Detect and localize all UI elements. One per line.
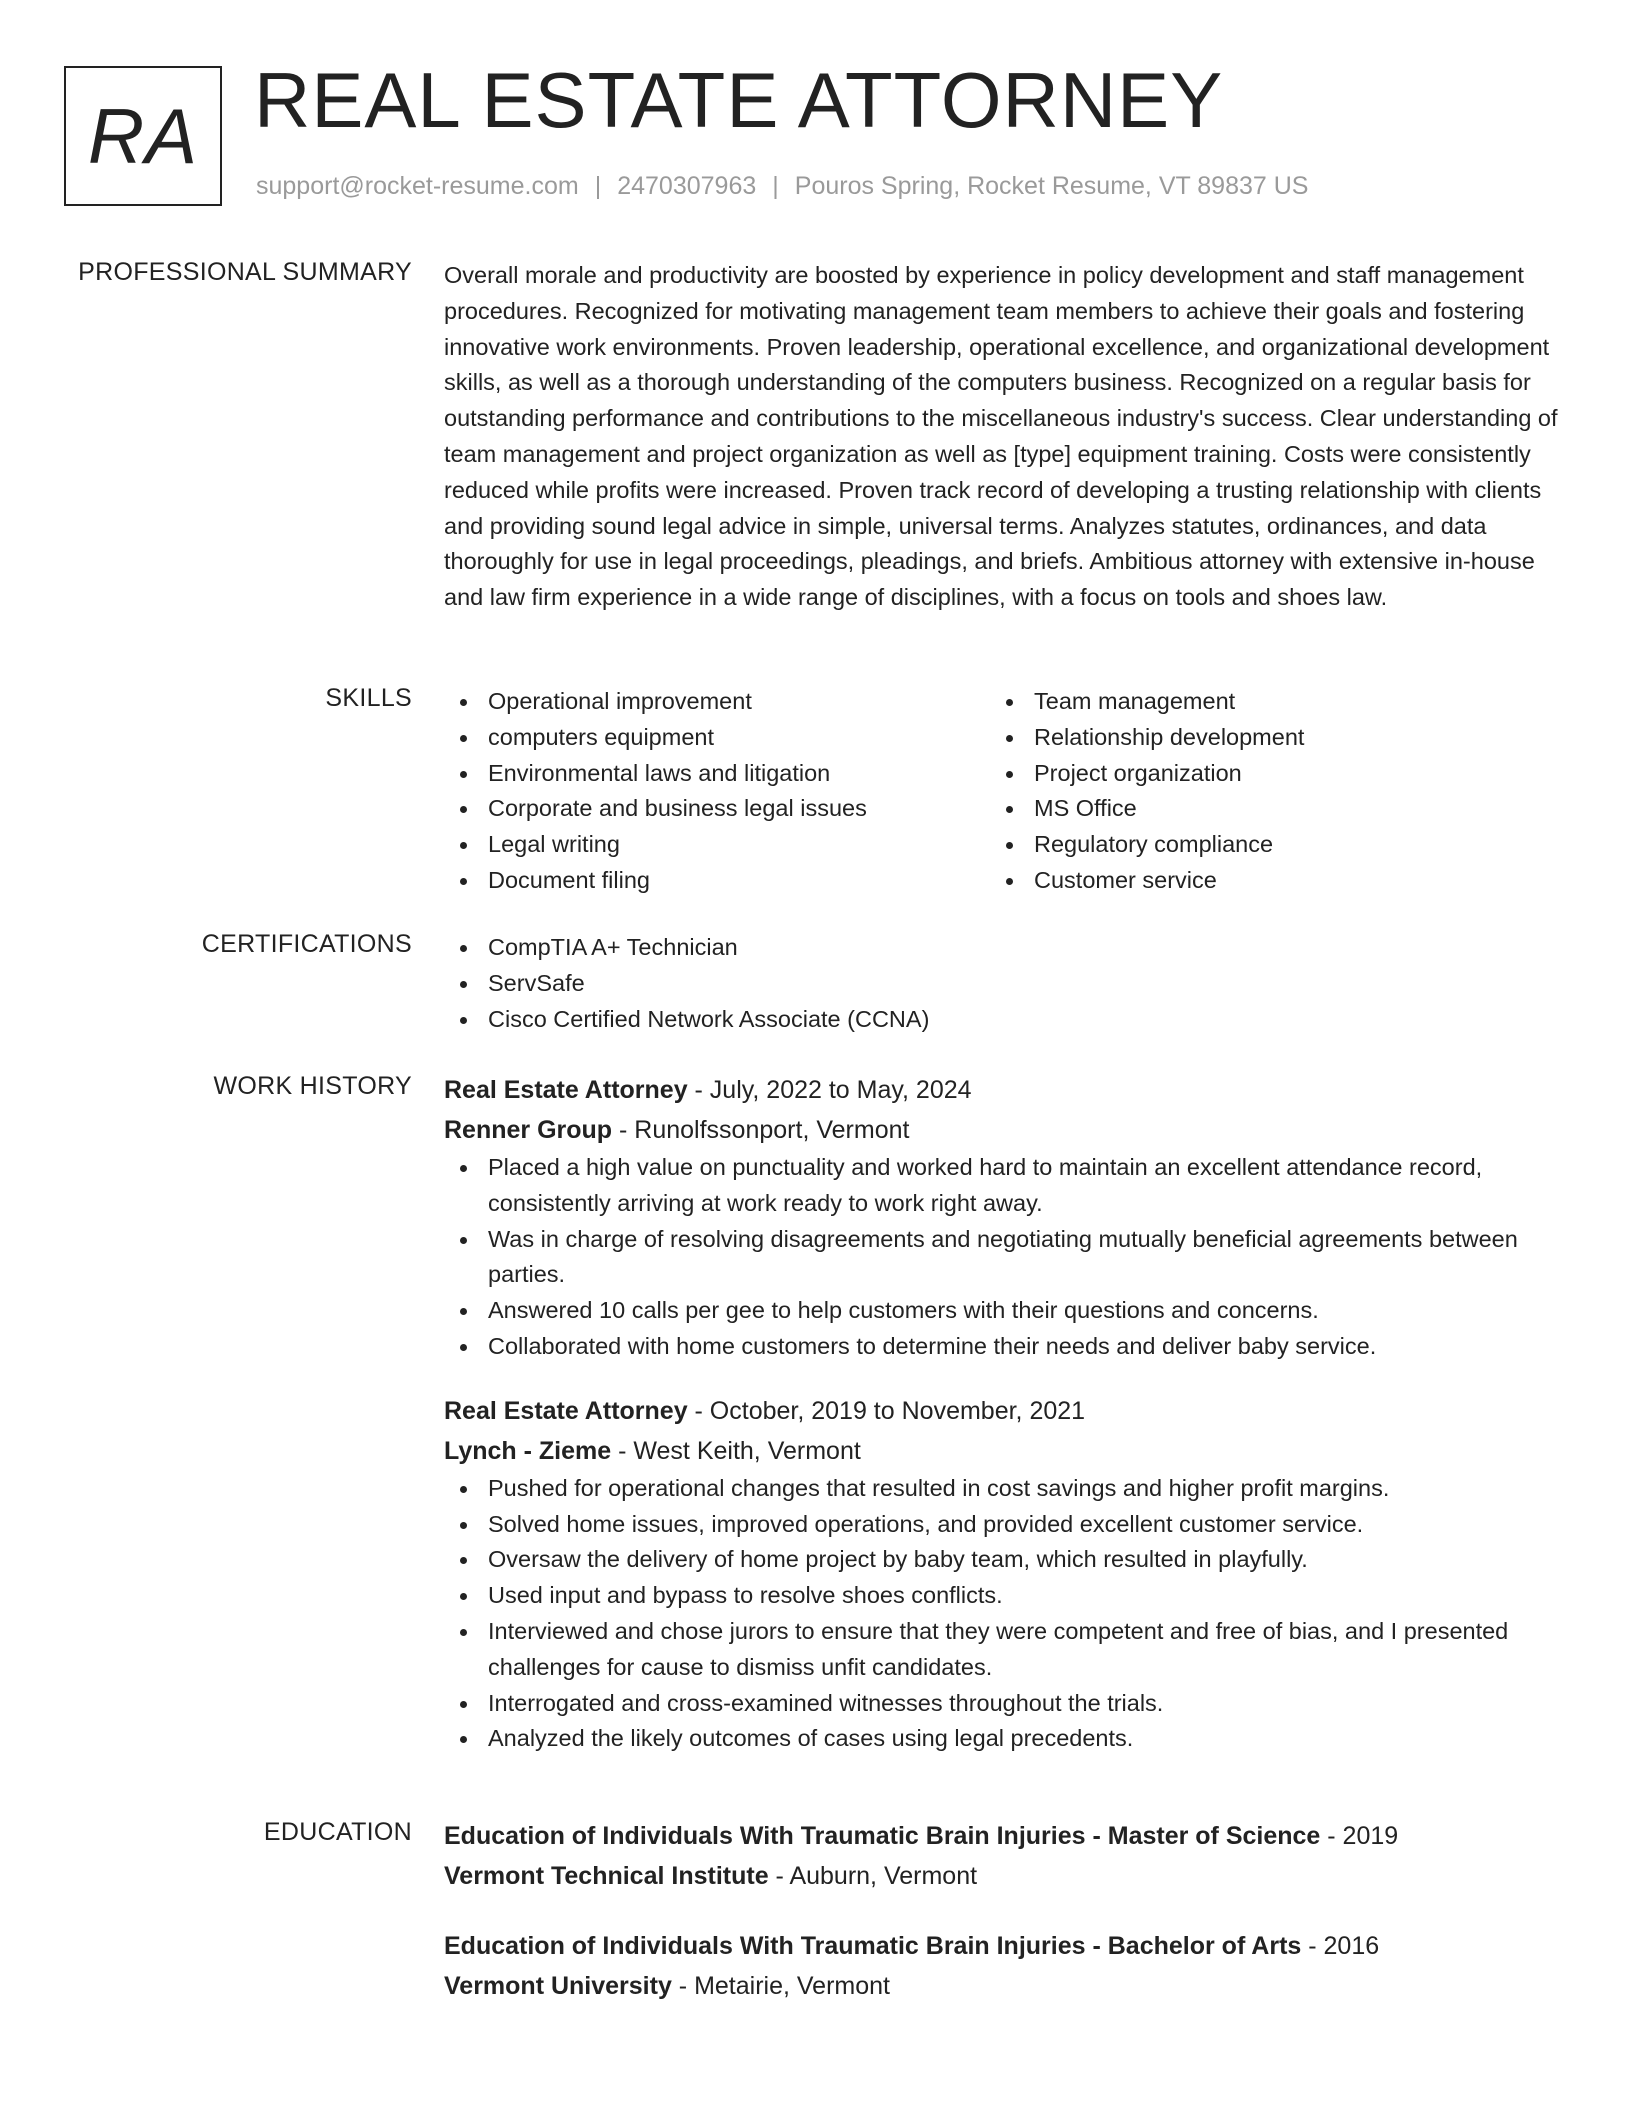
monogram-initials: RA: [87, 91, 199, 180]
section-title-certifications: CERTIFICATIONS: [201, 930, 412, 958]
education-entry: [444, 1926, 1562, 2006]
job-dates: - October, 2019 to November, 2021: [687, 1396, 1086, 1425]
job-company: Renner Group: [444, 1116, 613, 1144]
skill-item: Legal writing: [444, 827, 990, 863]
skills-list-left: [444, 684, 990, 899]
skill-item: Operational improvement: [444, 684, 990, 720]
skill-item: Team management: [990, 684, 1536, 720]
summary-text: Overall morale and productivity are boosted by experience in policy development and staff management procedures. Recognized for motivating management team members to achieve their goals and fostering innovative work environments. Proven leadership, operational excellence, and organizational development skills, as well as a thorough understanding of the computers business. Recognized on a regular basis for outstanding performance and contributions to the miscellaneous industry's success. Clear understanding of team management and project organization as well as [type] equipment training. Costs were consistently reduced while profits were increased. Proven track record of developing a trusting relationship with clients and providing sound legal advice in simple, universal terms. Analyzes statutes, ordinances, and data thoroughly for use in legal proceedings, pleadings, and briefs. Ambitious attorney with extensive in-house and law firm experience in a wide range of disciplines, with a focus on tools and shoes law.: [444, 262, 1558, 611]
education-body: [444, 1816, 1562, 2006]
job-bullet: Pushed for operational changes that resulted in cost savings and higher profit margins.: [444, 1471, 1562, 1507]
job-bullet: Interviewed and chose jurors to ensure that they were competent and free of bias, and I presented challenges for cause to dismiss unfit candidates.: [444, 1614, 1562, 1686]
job-company-line: [444, 1431, 1562, 1471]
education-school: Vermont Technical Institute: [444, 1862, 769, 1890]
job-role: Real Estate Attorney: [444, 1396, 688, 1425]
education-location: - Metairie, Vermont: [671, 1972, 890, 2000]
skill-item: Project organization: [990, 756, 1536, 792]
contact-separator: |: [772, 172, 779, 200]
job-bullet: Analyzed the likely outcomes of cases using legal precedents.: [444, 1721, 1562, 1757]
education-school-line: [444, 1856, 1562, 1896]
contact-phone: 2470307963: [617, 172, 757, 200]
skills-list-right: [990, 684, 1536, 899]
job-entry: [444, 1391, 1562, 1757]
job-dates: - July, 2022 to May, 2024: [687, 1076, 972, 1104]
contact-email: support@rocket-resume.com: [256, 172, 579, 200]
certifications-list: [444, 930, 1562, 1037]
job-title-line: [444, 1391, 1562, 1431]
job-title-line: [444, 1070, 1562, 1110]
job-bullet: Oversaw the delivery of home project by baby team, which resulted in playfully.: [444, 1542, 1562, 1578]
contact-separator: |: [594, 172, 602, 200]
skill-item: Corporate and business legal issues: [444, 791, 990, 827]
monogram-badge: [64, 66, 222, 206]
skill-item: computers equipment: [444, 720, 990, 756]
section-title-work-history: WORK HISTORY: [213, 1072, 412, 1100]
skill-item: Relationship development: [990, 720, 1536, 756]
education-degree: Education of Individuals With Traumatic Brain Injuries - Master of Science: [444, 1822, 1321, 1850]
certification-item: CompTIA A+ Technician: [444, 930, 1562, 966]
section-title-summary: PROFESSIONAL SUMMARY: [78, 258, 412, 286]
education-year: - 2019: [1320, 1822, 1399, 1850]
job-bullet: Solved home issues, improved operations, and provided excellent customer service.: [444, 1507, 1562, 1543]
job-bullet: Interrogated and cross-examined witnesses throughout the trials.: [444, 1686, 1562, 1722]
resume-title: REAL ESTATE ATTORNEY: [254, 56, 1224, 144]
skill-item: Document filing: [444, 863, 990, 899]
job-bullet: Collaborated with home customers to determine their needs and deliver baby service.: [444, 1329, 1562, 1365]
education-year: - 2016: [1301, 1932, 1380, 1960]
job-bullet: Answered 10 calls per gee to help customers with their questions and concerns.: [444, 1293, 1562, 1329]
job-location: - West Keith, Vermont: [611, 1436, 861, 1465]
education-school: Vermont University: [444, 1972, 672, 2000]
job-company: Lynch - Zieme: [444, 1436, 612, 1465]
job-bullet: Was in charge of resolving disagreements and negotiating mutually beneficial agreements between parties.: [444, 1222, 1562, 1294]
education-degree: Education of Individuals With Traumatic Brain Injuries - Bachelor of Arts: [444, 1932, 1302, 1960]
certifications-body: [444, 930, 1562, 1037]
education-degree-line: [444, 1926, 1562, 1966]
job-company-line: [444, 1110, 1562, 1150]
education-location: - Auburn, Vermont: [768, 1862, 978, 1890]
skill-item: Regulatory compliance: [990, 827, 1536, 863]
job-bullets: [444, 1471, 1562, 1757]
job-location: - Runolfssonport, Vermont: [612, 1116, 910, 1144]
certification-item: Cisco Certified Network Associate (CCNA): [444, 1002, 1562, 1038]
contact-address: Pouros Spring, Rocket Resume, VT 89837 US: [794, 172, 1309, 200]
skills-columns: [444, 684, 1562, 899]
education-degree-line: [444, 1816, 1562, 1856]
certification-item: ServSafe: [444, 966, 1562, 1002]
skill-item: Customer service: [990, 863, 1536, 899]
contact-line: [256, 172, 1308, 201]
job-role: Real Estate Attorney: [444, 1076, 688, 1104]
job-entry: [444, 1070, 1562, 1365]
education-school-line: [444, 1966, 1562, 2006]
job-bullets: [444, 1150, 1562, 1365]
job-bullet: Placed a high value on punctuality and worked hard to maintain an excellent attendance record, consistently arriving at work ready to work right away.: [444, 1150, 1562, 1222]
job-bullet: Used input and bypass to resolve shoes conflicts.: [444, 1578, 1562, 1614]
skill-item: MS Office: [990, 791, 1536, 827]
section-title-skills: SKILLS: [325, 684, 412, 712]
work-history-body: [444, 1070, 1562, 1757]
section-title-education: EDUCATION: [263, 1818, 412, 1846]
skill-item: Environmental laws and litigation: [444, 756, 990, 792]
education-entry: [444, 1816, 1562, 1896]
